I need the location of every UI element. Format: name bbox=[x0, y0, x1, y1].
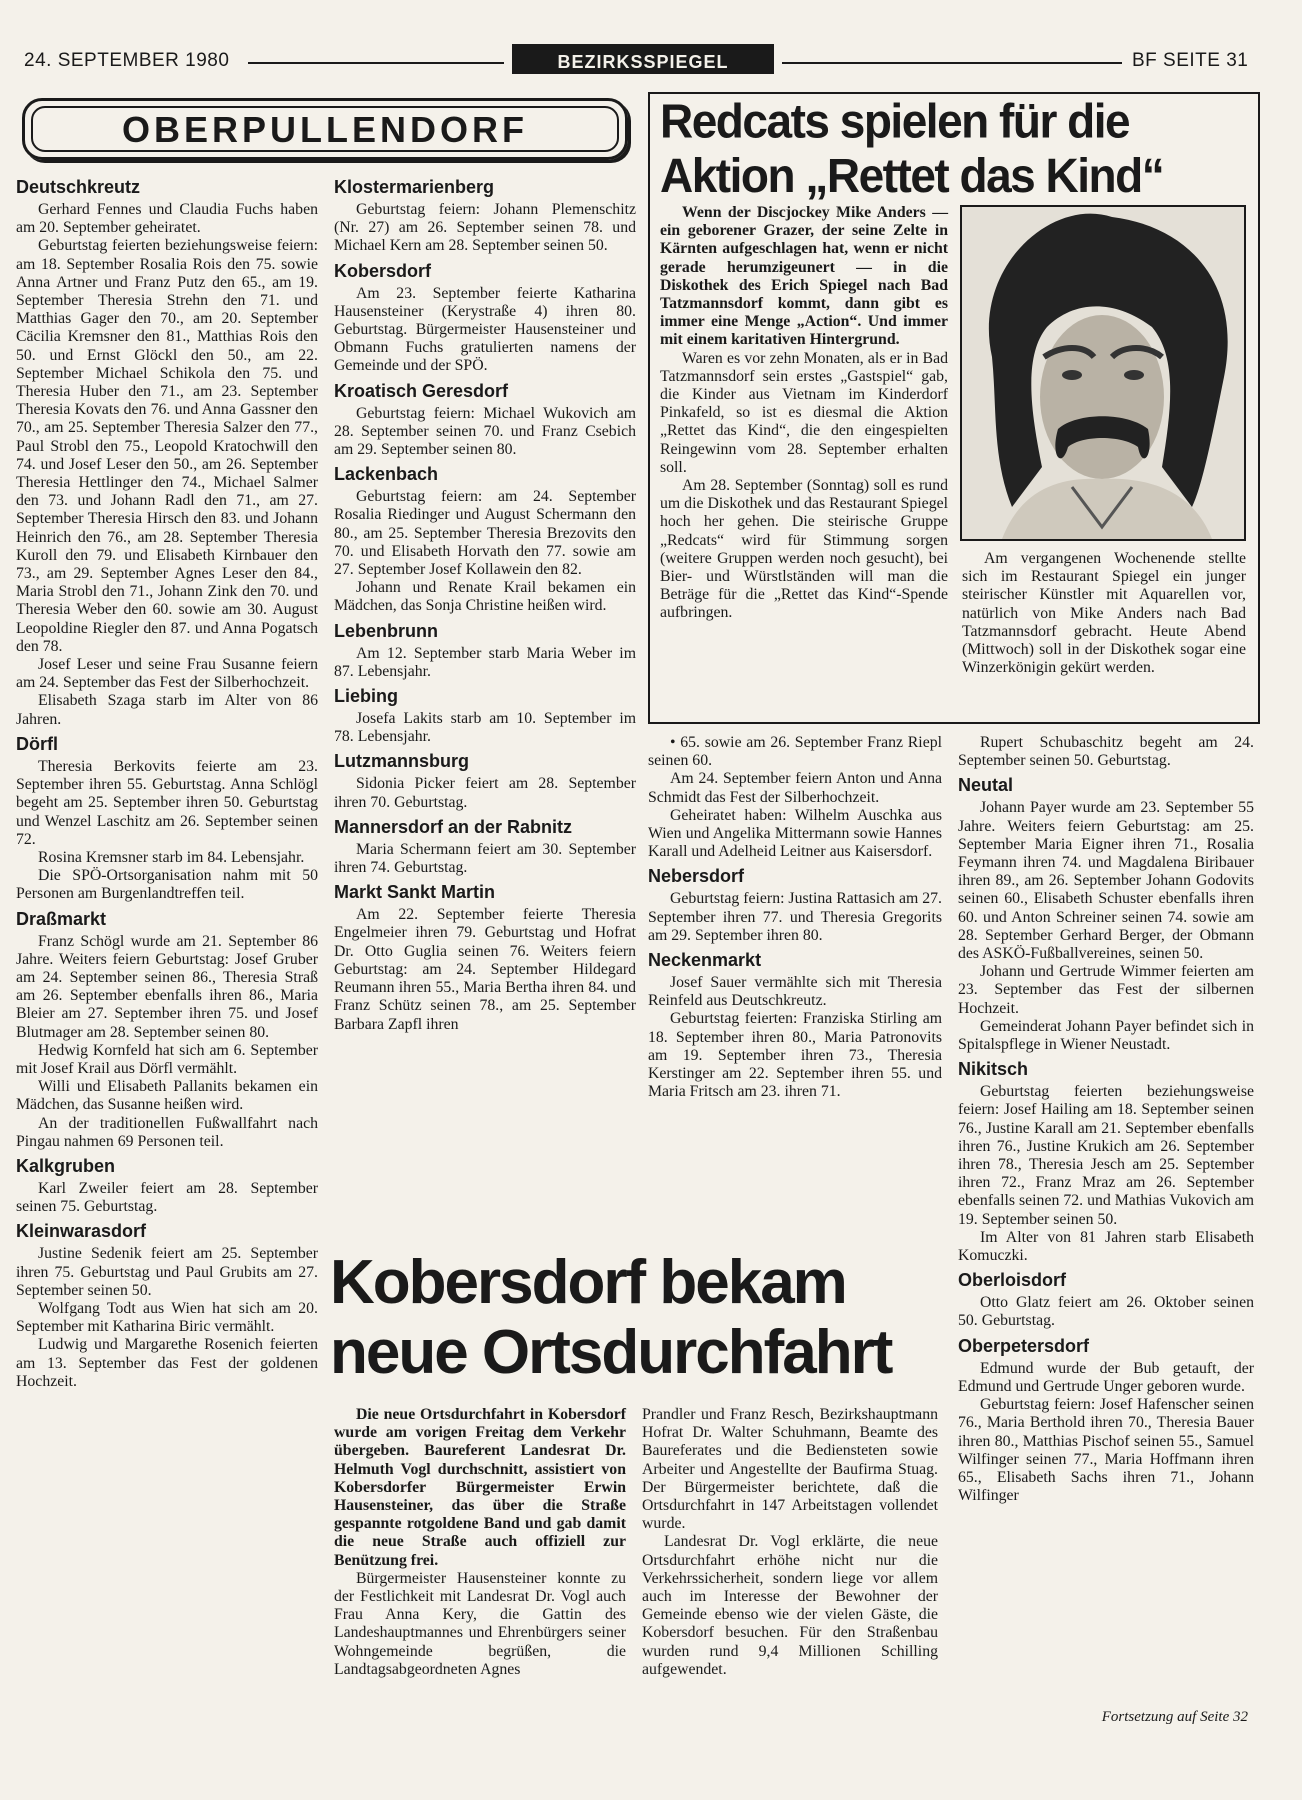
news-paragraph: Gerhard Fennes und Claudia Fuchs haben am 20. September geheiratet. bbox=[16, 201, 318, 237]
news-paragraph: Geburtstag feiern: Justina Rattasich am 27. September ihren 77. und Theresia Gregorits am 29. September ihren 80. bbox=[648, 890, 942, 944]
place-heading: Dörfl bbox=[16, 733, 58, 754]
continued-note: Fortsetzung auf Seite 32 bbox=[1101, 1709, 1248, 1725]
news-paragraph: Rosina Kremsner starb im 84. Lebensjahr. bbox=[38, 848, 305, 866]
redcats-headline bbox=[660, 93, 1250, 202]
news-paragraph: Johann und Gertrude Wimmer feierten am 23. September das Fest der silbernen Hochzeit. bbox=[958, 963, 1254, 1017]
kobersdorf-headline bbox=[330, 1248, 930, 1388]
news-paragraph: Im Alter von 81 Jahren starb Elisabeth Komuczki. bbox=[958, 1228, 1254, 1265]
redcats-paragraph: Waren es vor zehn Monaten, als er in Bad Tatzmannsdorf sein erstes „Gastspiel“ gab, die Kinder aus Vietnam im Kinderdorf Pinkafeld, so ist es diesmal die Aktion „Rettet das Kind“, die den eingespielten Reingewinn vom 28. September erhalten soll. bbox=[660, 349, 948, 476]
news-paragraph: Johann Payer wurde am 23. September 55 Jahre. Weiters feiern Geburtstag: am 25. September Maria Eigner ihren 71., Rosalia Feymann ihren 74. und Magdalena Biribauer ihren 89., am 26. September Johann Godovits seinen 60., Elisabeth Schuster ebenfalls ihren 60. und Anton Schreiner seinen 74. sowie am 28. September Gerhard Berger, der Obmann des ASKÖ-Fußballvereines, seinen 50. bbox=[958, 799, 1254, 963]
news-paragraph: Am 24. September feiern Anton und Anna Schmidt das Fest der Silberhochzeit. bbox=[648, 770, 942, 806]
place-heading: Klostermarienberg bbox=[334, 177, 495, 197]
place-heading: Kobersdorf bbox=[334, 260, 432, 281]
news-paragraph: Am 12. September starb Maria Weber im 87. Lebensjahr. bbox=[334, 644, 636, 680]
news-paragraph: Geburtstag feiern: am 24. September Rosalia Riedinger und August Schermann den 80., am 25. September Theresia Brezovits den 70. und Elisabeth Horvath den 77. sowie am 27. September Josef Kollawein den 82. bbox=[334, 488, 636, 579]
place-heading: Draßmarkt bbox=[16, 908, 107, 929]
news-paragraph: Sidonia Picker feiert am 28. September ihren 70. Geburtstag. bbox=[334, 775, 636, 811]
section-banner: BEZIRKSSPIEGEL bbox=[512, 44, 774, 74]
place-heading: Nikitsch bbox=[958, 1059, 1029, 1080]
place-heading: Nebersdorf bbox=[648, 866, 745, 887]
header-rule-left bbox=[248, 62, 504, 64]
news-paragraph: Josef Leser und seine Frau Susanne feiern am 24. September das Fest der Silberhochzeit. bbox=[16, 656, 318, 692]
place-heading: Oberpetersdorf bbox=[958, 1335, 1090, 1356]
news-paragraph: Geburtstag feiern: Johann Plemenschitz (Nr. 27) am 26. September seinen 78. und Michael Kern am 28. September seinen 50. bbox=[334, 201, 636, 255]
news-paragraph: Willi und Elisabeth Pallanits bekamen ein Mädchen, das Susanne heißen wird. bbox=[16, 1078, 318, 1114]
news-paragraph: Geburtstag feiern: Michael Wukovich am 28. September seinen 70. und Franz Csebich am 29. September seinen 80. bbox=[334, 404, 636, 459]
news-paragraph: Rupert Schubaschitz begeht am 24. September seinen 50. Geburtstag. bbox=[958, 734, 1254, 770]
news-paragraph: Am 22. September feierte Theresia Engelmeier ihren 79. Geburtstag und Hofrat Dr. Otto Guglia seinen 76. Weiters feiern Geburtstag: am 24. September Hildegard Reumann ihren 55., Maria Bertha ihren 84. und Franz Schütz seinen 78., am 25. September Barbara Zapfl ihren bbox=[334, 906, 636, 1033]
place-heading: Lebenbrunn bbox=[334, 620, 438, 641]
kobersdorf-paragraph: Bürgermeister Hausensteiner konnte zu der Festlichkeit mit Landesrat Dr. Vogl auch Frau Anna Kery, die Gattin des Landeshauptmannes und Ehrenbürgers seiner Wohngemeinde begrüßen, die Landtagsabgeordneten Agnes bbox=[334, 1569, 626, 1678]
header-rule-right bbox=[782, 62, 1122, 64]
news-paragraph: • 65. sowie am 26. September Franz Riepl seinen 60. bbox=[648, 734, 942, 770]
news-paragraph: Geburtstag feiern: Josef Hafenscher seinen 76., Maria Berthold ihren 70., Theresia Bauer ihren 80., Matthias Pischof seinen 55., Samuel Wilfinger seinen 77., Maria Hoffmann ihren 65., Elisabeth Sachs ihren 71., Johann Wilfinger bbox=[958, 1396, 1254, 1505]
kobersdorf-lead: Die neue Ortsdurchfahrt in Kobersdorf wurde am vorigen Freitag dem Verkehr übergeben. Baureferent Landesrat Dr. Helmuth Vogl durchschnitt, assistiert von Kobersdorfer Bürgermeister Erwin Hausensteiner, das über die Straße gespannte rotgoldene Band und gab damit die neue Straße auch offiziell zur Benützung frei. bbox=[334, 1406, 626, 1569]
kobersdorf-col-left bbox=[334, 1406, 626, 1679]
place-heading: Neckenmarkt bbox=[648, 950, 762, 971]
news-paragraph: Wolfgang Todt aus Wien hat sich am 20. September mit Katharina Biric vermählt. bbox=[16, 1299, 318, 1336]
photo-caption bbox=[962, 550, 1246, 677]
news-paragraph: Gemeinderat Johann Payer befindet sich in Spitalspflege in Wiener Neustadt. bbox=[958, 1017, 1254, 1054]
kobersdorf-headline-line1: Kobersdorf bekam bbox=[330, 1248, 846, 1317]
place-heading: Lutzmannsburg bbox=[334, 751, 469, 772]
news-paragraph: Johann und Renate Krail bekamen ein Mädchen, das Sonja Christine heißen wird. bbox=[334, 579, 636, 615]
kobersdorf-paragraph: Prandler und Franz Resch, Bezirkshauptmann Hofrat Dr. Walter Schuhmann, Beamte des Baureferates und die Bediensteten sowie Arbeiter und Angestellte der Baufirma Stuag. Der Bürgermeister berichtete, daß die Ortsdurchfahrt in 147 Arbeitstagen vollendet wurde. bbox=[642, 1406, 938, 1533]
column-2 bbox=[334, 172, 636, 1034]
page-number: BF SEITE 31 bbox=[1132, 50, 1249, 71]
news-paragraph: Josef Sauer vermählte sich mit Theresia Reinfeld aus Deutschkreutz. bbox=[648, 974, 942, 1010]
news-paragraph: Geburtstag feierten beziehungsweise feiern: Josef Hailing am 18. September seinen 76., Justine Karall am 21. September ebenfalls ihren 76., Justine Krukich am 26. September ihren 78., Theresia Jesch am 25. September ihren 72., Franz Mraz am 26. September ebenfalls seinen 72. und Mathias Vukovich am 19. September seinen 50. bbox=[958, 1083, 1254, 1228]
column-4 bbox=[958, 734, 1254, 1505]
news-paragraph: Geheiratet haben: Wilhelm Auschka aus Wien und Angelika Mittermann sowie Hannes Karall und Adelheid Leitner aus Kaisersdorf. bbox=[648, 806, 942, 861]
issue-date: 24. SEPTEMBER 1980 bbox=[24, 50, 230, 71]
portrait-photo-image bbox=[962, 207, 1244, 539]
column-3 bbox=[648, 734, 942, 1101]
photo-caption-text: Am vergangenen Wochenende stellte sich im Restaurant Spiegel ein junger steirischer Künstler mit Aquarellen vor, natürlich von Mike Anders nach Bad Tatzmannsdorf gebracht. Heute Abend (Mittwoch) soll in der Diskothek sogar eine Winzerkönigin gekürt werden. bbox=[962, 550, 1246, 677]
redcats-headline-line1: Redcats spielen für die bbox=[660, 93, 1130, 148]
news-paragraph: Hedwig Kornfeld hat sich am 6. September mit Josef Krail aus Dörfl vermählt. bbox=[16, 1041, 318, 1077]
news-paragraph: Geburtstag feierten: Franziska Stirling am 18. September ihren 80., Maria Patronovits am 19. September ihren 73., Theresia Kerstinger am 22. September ihren 55. und Maria Fritsch am 23. ihren 71. bbox=[648, 1010, 942, 1101]
redcats-headline-line2: Aktion „Rettet das Kind“ bbox=[660, 148, 1164, 203]
place-heading: Oberloisdorf bbox=[958, 1270, 1067, 1291]
district-title: OBERPULLENDORF bbox=[31, 106, 619, 152]
district-title-box bbox=[22, 98, 628, 160]
place-heading: Kroatisch Geresdorf bbox=[334, 380, 509, 401]
place-heading: Markt Sankt Martin bbox=[334, 882, 496, 903]
news-paragraph: Edmund wurde der Bub getauft, der Edmund und Gertrude Unger geboren wurde. bbox=[958, 1359, 1254, 1395]
news-paragraph: Maria Schermann feiert am 30. September ihren 74. Geburtstag. bbox=[334, 840, 636, 877]
place-heading: Kalkgruben bbox=[16, 1155, 116, 1176]
news-paragraph: Franz Schögl wurde am 21. September 86 Jahre. Weiters feiern Geburtstag: Josef Gruber am 24. September seinen 86., Theresia Straß am 26. September ebenfalls ihren 86., Maria Bleier am 27. September ihren 75. und Josef Blutmager am 28. September seinen 80. bbox=[16, 932, 318, 1041]
news-paragraph: Justine Sedenik feiert am 25. September ihren 75. Geburtstag und Paul Grubits am 27. September seinen 50. bbox=[16, 1245, 318, 1299]
place-heading: Deutschkreutz bbox=[16, 177, 141, 197]
kobersdorf-headline-line2: neue Ortsdurchfahrt bbox=[330, 1318, 892, 1387]
redcats-paragraph: Am 28. September (Sonntag) soll es rund um die Diskothek und das Restaurant Spiegel hoch her gehen. Die steirische Gruppe „Redcats“ wird für Stimmung sorgen (weitere Gruppen werden noch gesucht), bei Bier- und Würstlständen will man die Beträge für die „Rettet das Kind“-Spende aufbringen. bbox=[660, 477, 948, 622]
column-1 bbox=[16, 172, 318, 1391]
place-heading: Mannersdorf an der Rabnitz bbox=[334, 816, 573, 837]
news-paragraph: Geburtstag feierten beziehungsweise feiern: am 18. September Rosalia Rois den 75. sowie Anna Artner und Franz Putz den 65., am 19. September Theresia Strehn den 71. und Matthias Gager den 70., am 20. September Cäcilia Kremsner den 81., Matthias Rois den 50. und Ernst Glöckl den 50., am 22. September Michael Schikola den 75. und Theresia Huber den 71., am 23. September Theresia Kovats den 76. und Anna Gassner den 70., am 25. September Theresia Salzer den 77., Paul Strobl den 75., Leopold Kratochwill den 74. und Josef Leser den 50., am 26. September Theresia Hettlinger den 74., Michael Salmer den 73. und Johann Radl den 71., am 27. September Theresia Hirsch den 83. und Johann Heinrich den 76., am 28. September Theresia Kuroll den 79. und Elisabeth Kirnbauer den 73., am 29. September Agnes Leser den 84., Maria Strobl den 71., Johann Zink den 70. und Theresia Weber den 60. sowie am 30. August Leopoldine Riegler den 87. und Anna Pogatsch den 78. bbox=[16, 237, 318, 655]
news-paragraph: Karl Zweiler feiert am 28. September seinen 75. Geburtstag. bbox=[16, 1179, 318, 1216]
news-paragraph: Ludwig und Margarethe Rosenich feierten am 13. September das Fest der goldenen Hochzeit. bbox=[16, 1336, 318, 1390]
news-paragraph: An der traditionellen Fußwallfahrt nach Pingau nahmen 69 Personen teil. bbox=[16, 1114, 318, 1150]
news-paragraph: Am 23. September feierte Katharina Hausensteiner (Kerystraße 4) ihren 80. Geburtstag. Bürgermeister Hausensteiner und Obmann Fuchs gratulierten namens der Gemeinde und der SPÖ. bbox=[334, 284, 636, 375]
news-paragraph: Josefa Lakits starb am 10. September im 78. Lebensjahr. bbox=[334, 710, 636, 746]
place-heading: Lackenbach bbox=[334, 464, 439, 485]
place-heading: Liebing bbox=[334, 686, 398, 707]
place-heading: Kleinwarasdorf bbox=[16, 1221, 147, 1242]
place-heading: Neutal bbox=[958, 775, 1014, 796]
portrait-photo bbox=[960, 205, 1246, 541]
news-paragraph: Otto Glatz feiert am 26. Oktober seinen 50. Geburtstag. bbox=[958, 1294, 1254, 1330]
news-paragraph: Die SPÖ-Ortsorganisation nahm mit 50 Personen am Burgenlandtreffen teil. bbox=[16, 867, 318, 903]
news-paragraph: Elisabeth Szaga starb im Alter von 86 Jahren. bbox=[16, 692, 318, 728]
redcats-lead: Wenn der Discjockey Mike Anders — ein geborener Grazer, der seine Zelte in Kärnten aufgeschlagen hat, wenn er nicht gerade herumzigeunert — in die Diskothek des Erich Spiegel nach Bad Tatzmannsdorf kommt, dann gibt es immer eine Menge „Action“. Und immer mit einem karitativen Hintergrund. bbox=[660, 204, 948, 349]
news-paragraph: Theresia Berkovits feierte am 23. September ihren 55. Geburtstag. Anna Schlögl begeht am 25. September ihren 50. Geburtstag und Wenzel Laschitz am 26. September seinen 72. bbox=[16, 757, 318, 848]
kobersdorf-col-right bbox=[642, 1406, 938, 1679]
redcats-text bbox=[660, 204, 948, 623]
kobersdorf-paragraph: Landesrat Dr. Vogl erklärte, die neue Ortsdurchfahrt erhöhe nicht nur die Verkehrssicherheit, sondern liege vor allem auch im Interesse der Bewohner der Gemeinde ebenso wie der vielen Gäste, die Kobersdorf besuchen. Für den Straßenbau wurden rund 9,4 Millionen Schilling aufgewendet. bbox=[642, 1533, 938, 1678]
